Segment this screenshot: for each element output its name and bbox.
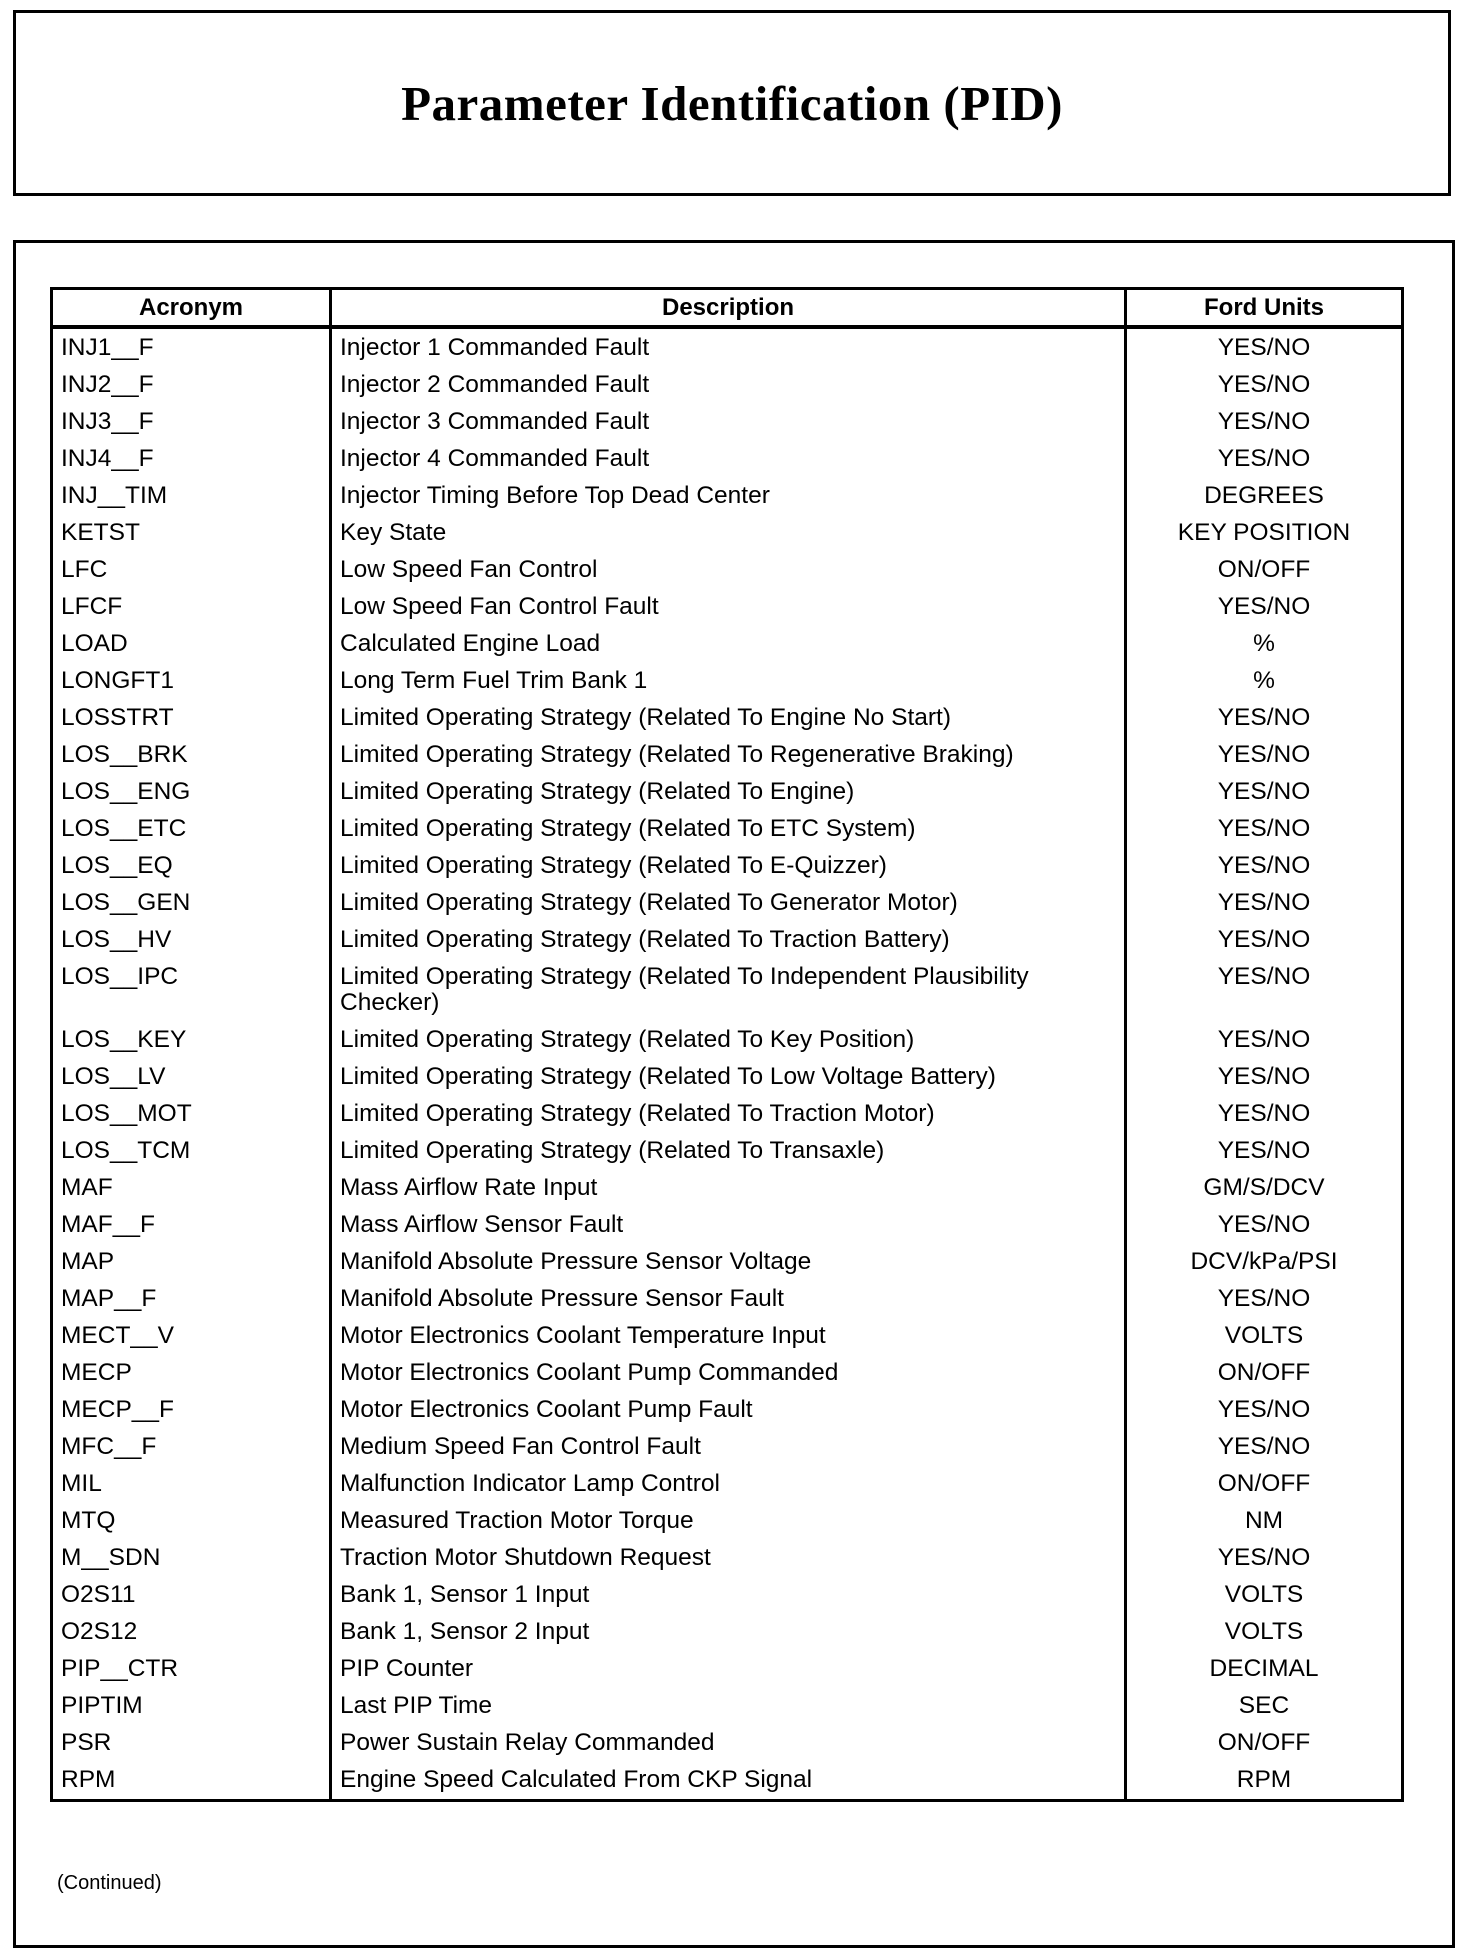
cell-description: Limited Operating Strategy (Related To Engine No Start) — [331, 699, 1126, 736]
cell-ford-units: ON/OFF — [1126, 1724, 1403, 1761]
cell-ford-units: ON/OFF — [1126, 1354, 1403, 1391]
cell-ford-units: YES/NO — [1126, 810, 1403, 847]
cell-ford-units: YES/NO — [1126, 699, 1403, 736]
header-ford-units: Ford Units — [1126, 289, 1403, 328]
cell-ford-units: YES/NO — [1126, 847, 1403, 884]
cell-acronym: MECT__V — [52, 1317, 331, 1354]
cell-ford-units: SEC — [1126, 1687, 1403, 1724]
cell-description: Limited Operating Strategy (Related To Generator Motor) — [331, 884, 1126, 921]
table-row — [52, 327, 1403, 366]
pid-table — [50, 287, 1404, 1802]
cell-ford-units: YES/NO — [1126, 958, 1403, 1021]
cell-acronym: LOAD — [52, 625, 331, 662]
cell-acronym: LOS__HV — [52, 921, 331, 958]
cell-description: Motor Electronics Coolant Pump Commanded — [331, 1354, 1126, 1391]
cell-acronym: INJ1__F — [52, 327, 331, 366]
table-row — [52, 1206, 1403, 1243]
cell-acronym: LOS__TCM — [52, 1132, 331, 1169]
table-row — [52, 1058, 1403, 1095]
cell-ford-units: YES/NO — [1126, 1058, 1403, 1095]
table-row — [52, 366, 1403, 403]
cell-acronym: LOS__KEY — [52, 1021, 331, 1058]
cell-description: Limited Operating Strategy (Related To Low Voltage Battery) — [331, 1058, 1126, 1095]
table-row — [52, 1280, 1403, 1317]
table-row — [52, 884, 1403, 921]
table-row — [52, 958, 1403, 1021]
continued-note: (Continued) — [57, 1872, 162, 1894]
cell-acronym: LOS__MOT — [52, 1095, 331, 1132]
cell-ford-units: KEY POSITION — [1126, 514, 1403, 551]
cell-acronym: LOSSTRT — [52, 699, 331, 736]
cell-ford-units: YES/NO — [1126, 1539, 1403, 1576]
table-row — [52, 1687, 1403, 1724]
cell-description: Traction Motor Shutdown Request — [331, 1539, 1126, 1576]
cell-acronym: LFC — [52, 551, 331, 588]
table-row — [52, 1576, 1403, 1613]
table-row — [52, 625, 1403, 662]
cell-acronym: INJ__TIM — [52, 477, 331, 514]
cell-ford-units: YES/NO — [1126, 440, 1403, 477]
cell-ford-units: GM/S/DCV — [1126, 1169, 1403, 1206]
table-row — [52, 1169, 1403, 1206]
cell-description: Motor Electronics Coolant Pump Fault — [331, 1391, 1126, 1428]
cell-ford-units: VOLTS — [1126, 1613, 1403, 1650]
cell-ford-units: NM — [1126, 1502, 1403, 1539]
cell-acronym: O2S12 — [52, 1613, 331, 1650]
cell-acronym: KETST — [52, 514, 331, 551]
cell-description: Long Term Fuel Trim Bank 1 — [331, 662, 1126, 699]
cell-acronym: INJ2__F — [52, 366, 331, 403]
cell-description: Engine Speed Calculated From CKP Signal — [331, 1761, 1126, 1801]
table-row — [52, 1502, 1403, 1539]
cell-acronym: MIL — [52, 1465, 331, 1502]
cell-description: Limited Operating Strategy (Related To Independent Plausibility Checker) — [331, 958, 1126, 1021]
cell-acronym: LOS__ETC — [52, 810, 331, 847]
table-row — [52, 1095, 1403, 1132]
cell-description: Manifold Absolute Pressure Sensor Fault — [331, 1280, 1126, 1317]
table-row — [52, 1761, 1403, 1801]
table-row — [52, 773, 1403, 810]
table-row — [52, 477, 1403, 514]
cell-acronym: LOS__BRK — [52, 736, 331, 773]
cell-description: Power Sustain Relay Commanded — [331, 1724, 1126, 1761]
cell-ford-units: ON/OFF — [1126, 1465, 1403, 1502]
cell-description: Limited Operating Strategy (Related To Traction Battery) — [331, 921, 1126, 958]
table-header-row — [52, 289, 1403, 328]
cell-acronym: MAP — [52, 1243, 331, 1280]
cell-acronym: PIPTIM — [52, 1687, 331, 1724]
table-row — [52, 1539, 1403, 1576]
cell-description: Malfunction Indicator Lamp Control — [331, 1465, 1126, 1502]
cell-acronym: LONGFT1 — [52, 662, 331, 699]
cell-ford-units: DECIMAL — [1126, 1650, 1403, 1687]
cell-ford-units: YES/NO — [1126, 1206, 1403, 1243]
cell-acronym: MAP__F — [52, 1280, 331, 1317]
table-row — [52, 921, 1403, 958]
table-row — [52, 847, 1403, 884]
cell-ford-units: % — [1126, 662, 1403, 699]
cell-description: Mass Airflow Sensor Fault — [331, 1206, 1126, 1243]
cell-ford-units: YES/NO — [1126, 327, 1403, 366]
cell-acronym: INJ3__F — [52, 403, 331, 440]
table-row — [52, 1391, 1403, 1428]
cell-description: Limited Operating Strategy (Related To Engine) — [331, 773, 1126, 810]
cell-ford-units: YES/NO — [1126, 1132, 1403, 1169]
cell-ford-units: DEGREES — [1126, 477, 1403, 514]
cell-acronym: MFC__F — [52, 1428, 331, 1465]
cell-ford-units: YES/NO — [1126, 403, 1403, 440]
table-row — [52, 810, 1403, 847]
cell-acronym: LOS__ENG — [52, 773, 331, 810]
cell-description: Limited Operating Strategy (Related To Transaxle) — [331, 1132, 1126, 1169]
cell-ford-units: YES/NO — [1126, 1021, 1403, 1058]
cell-description: PIP Counter — [331, 1650, 1126, 1687]
cell-acronym: PIP__CTR — [52, 1650, 331, 1687]
cell-acronym: M__SDN — [52, 1539, 331, 1576]
header-acronym: Acronym — [52, 289, 331, 328]
cell-description: Last PIP Time — [331, 1687, 1126, 1724]
cell-acronym: LOS__GEN — [52, 884, 331, 921]
cell-description: Injector 3 Commanded Fault — [331, 403, 1126, 440]
title-box — [13, 10, 1451, 196]
cell-ford-units: YES/NO — [1126, 1280, 1403, 1317]
table-row — [52, 514, 1403, 551]
table-row — [52, 1021, 1403, 1058]
cell-description: Limited Operating Strategy (Related To Traction Motor) — [331, 1095, 1126, 1132]
cell-description: Low Speed Fan Control — [331, 551, 1126, 588]
cell-description: Injector 4 Commanded Fault — [331, 440, 1126, 477]
cell-acronym: LFCF — [52, 588, 331, 625]
cell-acronym: PSR — [52, 1724, 331, 1761]
cell-description: Limited Operating Strategy (Related To Regenerative Braking) — [331, 736, 1126, 773]
table-row — [52, 403, 1403, 440]
cell-ford-units: YES/NO — [1126, 1095, 1403, 1132]
cell-acronym: INJ4__F — [52, 440, 331, 477]
cell-acronym: O2S11 — [52, 1576, 331, 1613]
cell-description: Key State — [331, 514, 1126, 551]
table-row — [52, 736, 1403, 773]
cell-acronym: LOS__IPC — [52, 958, 331, 1021]
cell-ford-units: VOLTS — [1126, 1317, 1403, 1354]
table-row — [52, 1724, 1403, 1761]
cell-acronym: MAF__F — [52, 1206, 331, 1243]
cell-acronym: MTQ — [52, 1502, 331, 1539]
cell-description: Injector Timing Before Top Dead Center — [331, 477, 1126, 514]
header-description: Description — [331, 289, 1126, 328]
page-title: Parameter Identification (PID) — [401, 75, 1063, 131]
cell-description: Injector 2 Commanded Fault — [331, 366, 1126, 403]
table-row — [52, 1132, 1403, 1169]
table-row — [52, 440, 1403, 477]
cell-ford-units: YES/NO — [1126, 588, 1403, 625]
cell-ford-units: YES/NO — [1126, 773, 1403, 810]
cell-ford-units: DCV/kPa/PSI — [1126, 1243, 1403, 1280]
cell-description: Medium Speed Fan Control Fault — [331, 1428, 1126, 1465]
cell-ford-units: YES/NO — [1126, 366, 1403, 403]
cell-acronym: RPM — [52, 1761, 331, 1801]
cell-ford-units: YES/NO — [1126, 1391, 1403, 1428]
table-row — [52, 1317, 1403, 1354]
cell-description: Bank 1, Sensor 1 Input — [331, 1576, 1126, 1613]
cell-description: Measured Traction Motor Torque — [331, 1502, 1126, 1539]
table-body — [52, 327, 1403, 1801]
cell-description: Bank 1, Sensor 2 Input — [331, 1613, 1126, 1650]
cell-ford-units: % — [1126, 625, 1403, 662]
table-row — [52, 551, 1403, 588]
cell-description: Limited Operating Strategy (Related To E-Quizzer) — [331, 847, 1126, 884]
cell-description: Limited Operating Strategy (Related To Key Position) — [331, 1021, 1126, 1058]
table-row — [52, 1428, 1403, 1465]
cell-acronym: MECP__F — [52, 1391, 331, 1428]
cell-ford-units: YES/NO — [1126, 736, 1403, 773]
cell-description: Low Speed Fan Control Fault — [331, 588, 1126, 625]
cell-description: Motor Electronics Coolant Temperature Input — [331, 1317, 1126, 1354]
cell-ford-units: YES/NO — [1126, 1428, 1403, 1465]
cell-acronym: LOS__EQ — [52, 847, 331, 884]
cell-acronym: MAF — [52, 1169, 331, 1206]
cell-ford-units: ON/OFF — [1126, 551, 1403, 588]
table-row — [52, 1243, 1403, 1280]
table-row — [52, 1465, 1403, 1502]
cell-acronym: LOS__LV — [52, 1058, 331, 1095]
cell-ford-units: VOLTS — [1126, 1576, 1403, 1613]
cell-ford-units: RPM — [1126, 1761, 1403, 1801]
cell-acronym: MECP — [52, 1354, 331, 1391]
table-row — [52, 1354, 1403, 1391]
table-row — [52, 1650, 1403, 1687]
cell-description: Manifold Absolute Pressure Sensor Voltage — [331, 1243, 1126, 1280]
cell-ford-units: YES/NO — [1126, 884, 1403, 921]
table-row — [52, 1613, 1403, 1650]
cell-description: Calculated Engine Load — [331, 625, 1126, 662]
table-row — [52, 699, 1403, 736]
cell-description: Injector 1 Commanded Fault — [331, 327, 1126, 366]
table-row — [52, 588, 1403, 625]
cell-description: Limited Operating Strategy (Related To ETC System) — [331, 810, 1126, 847]
cell-description: Mass Airflow Rate Input — [331, 1169, 1126, 1206]
cell-ford-units: YES/NO — [1126, 921, 1403, 958]
table-row — [52, 662, 1403, 699]
